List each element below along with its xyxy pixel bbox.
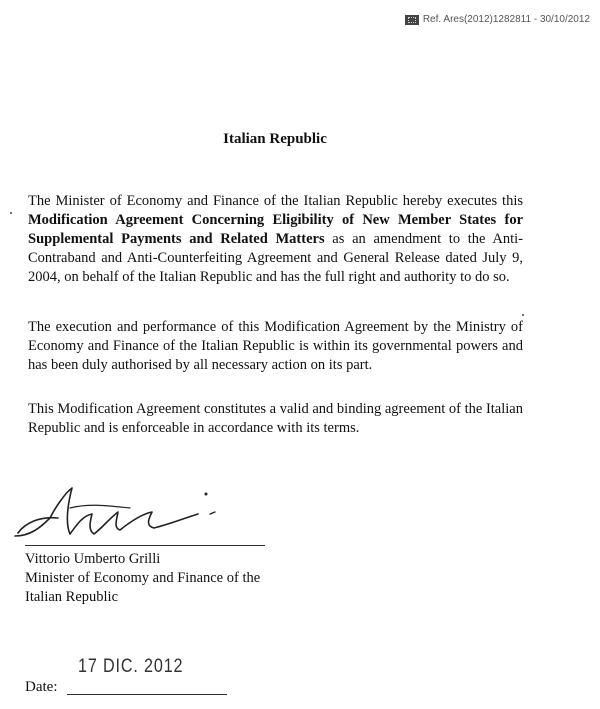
document-reference-icon xyxy=(405,15,419,25)
paragraph-1-rest: as an amendment to the Anti-Contraband and Anti-Counterfeiting Agreement and General Release dated July 9, 2004, on behalf of the Italian Republic and has the full right and authority to do so. xyxy=(28,231,523,285)
paragraph-binding: This Modification Agreement constitutes a valid and binding agreement of the Italian Republic and is enforceable in accordance with its terms. xyxy=(28,401,523,436)
signer-name: Vittorio Umberto Grilli xyxy=(25,551,161,567)
paragraph-execution xyxy=(28,192,523,287)
agreement-name: Modification Agreement Concerning Eligibility of New Member States for Supplemental Payments and Related Matters xyxy=(28,212,523,247)
signer-block xyxy=(25,550,260,607)
paragraph-authority: The execution and performance of this Modification Agreement by the Ministry of Economy and Finance of the Italian Republic is within its governmental powers and has been duly authorised by all necessary action on its part. xyxy=(28,319,523,373)
reference-header xyxy=(405,14,590,25)
signer-title-line-2: Italian Republic xyxy=(25,589,119,605)
signer-title-line-1: Minister of Economy and Finance of the xyxy=(25,570,261,586)
paragraph-1-intro: The Minister of Economy and Finance of the Italian Republic hereby executes this xyxy=(28,193,523,209)
date-label: Date: xyxy=(25,679,58,695)
handwritten-signature xyxy=(10,478,225,548)
page-title: Italian Republic xyxy=(223,131,327,147)
date-line xyxy=(67,694,227,695)
signature-line xyxy=(25,545,265,546)
reference-text: Ref. Ares(2012)1282811 - 30/10/2012 xyxy=(422,14,590,25)
date-stamp: 17 DIC. 2012 xyxy=(78,656,184,677)
scan-speck xyxy=(522,314,524,316)
scan-speck xyxy=(10,212,12,214)
